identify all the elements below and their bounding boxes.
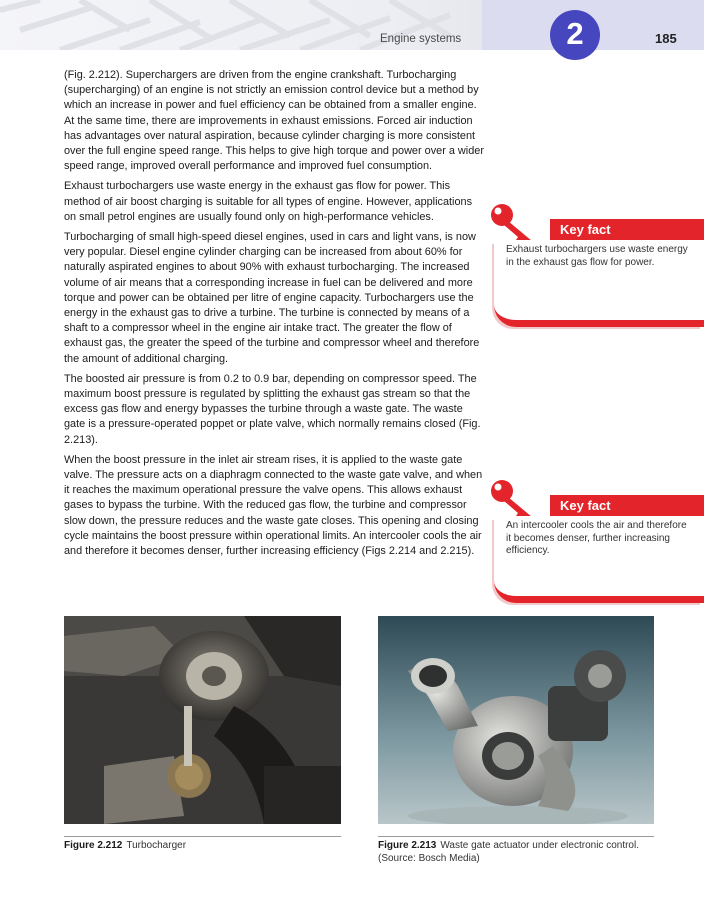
paragraph: When the boost pressure in the inlet air stream rises, it is applied to the waste gate valve. The pressure acts on a diaphragm connected to the waste gate valve, and when it reaches the maximum operational pressure the valve opens. This allows exhaust gases to bypass the turbine. With the reduced gas flow, the turbine and compressor slow down, the pressure reduces and the waste gate closes. This opening and closing cycle maintains the boost pressure within operational limits. An intercooler cools the air and therefore it becomes denser, further increasing efficiency (Figs 2.214 and 2.215). [64, 453, 483, 558]
chapter-number-badge: 2 [550, 10, 600, 60]
key-fact-body [494, 240, 704, 327]
figure-caption-text: Turbocharger [126, 840, 187, 851]
figure-label: Figure 2.212 [64, 840, 123, 851]
paragraph: The boosted air pressure is from 0.2 to 0.9 bar, depending on compressor speed. The maximum boost pressure is regulated by splitting the exhaust gas stream so that the excess gas flow and energy bypasses the turbine through a waste gate. The waste gate is a pressure-operated poppet or plate valve, which normally remains closed (Fig. 2.213). [64, 372, 481, 446]
body-text [64, 68, 486, 564]
running-title: Engine systems [380, 33, 462, 45]
figure-caption [378, 840, 654, 865]
figure-label: Figure 2.213 [378, 840, 437, 851]
key-fact-body [494, 516, 704, 603]
page-number: 185 [655, 31, 677, 46]
figure-caption [64, 840, 341, 853]
paragraph: Turbocharging of small high-speed diesel engines, used in cars and light vans, is now very popular. Diesel engine cylinder charging can be increased from about 60% for naturally aspirated engines to about 90% with exhaust turbocharging. The increased volume of air means that a corresponding increase in fuel can be delivered and more torque and power can be obtained per litre of engine capacity. Turbochargers use the energy in the exhaust gas to drive a turbine. The turbine is connected by means of a shaft to a compressor wheel in the engine air intake tract. The greater the flow of exhaust gas, the greater the speed of the turbine and compressor wheel and therefore the amount of additional charging. [64, 231, 480, 365]
paragraph: Exhaust turbochargers use waste energy in the exhaust gas flow for power. This method of air boost charging is suitable for all types of engine. However, applications on small petrol engines are usually found only on high-performance vehicles. [64, 180, 473, 223]
key-fact-title: Key fact [550, 219, 704, 240]
figure-rule [64, 836, 341, 837]
key-fact-box [494, 219, 704, 327]
figure-caption-text: Waste gate actuator under electronic control. (Source: Bosch Media) [378, 840, 639, 864]
key-fact-text: Exhaust turbochargers use waste energy in the exhaust gas flow for power. [506, 244, 688, 268]
turbocharger-photo [64, 616, 341, 824]
key-fact-box [494, 495, 704, 603]
paragraph: (Fig. 2.212). Superchargers are driven from the engine crankshaft. Turbocharging (supercharging) of an engine is not strictly an emission control device but a method by which an increase in power and fuel efficiency can be obtained from a smaller engine. At the same time, there are improvements in exhaust emissions. Forced air induction has advantages over natural aspiration, because cylinder charging is more consistent over the full engine speed range. This helps to give high torque and power over a wider speed range, improved overall performance and improved fuel consumption. [64, 69, 484, 173]
waste-gate-actuator-photo [378, 616, 654, 824]
figure-rule [378, 836, 654, 837]
key-fact-title: Key fact [550, 495, 704, 516]
key-fact-text: An intercooler cools the air and therefore it becomes denser, further increasing efficiency. [506, 520, 687, 556]
